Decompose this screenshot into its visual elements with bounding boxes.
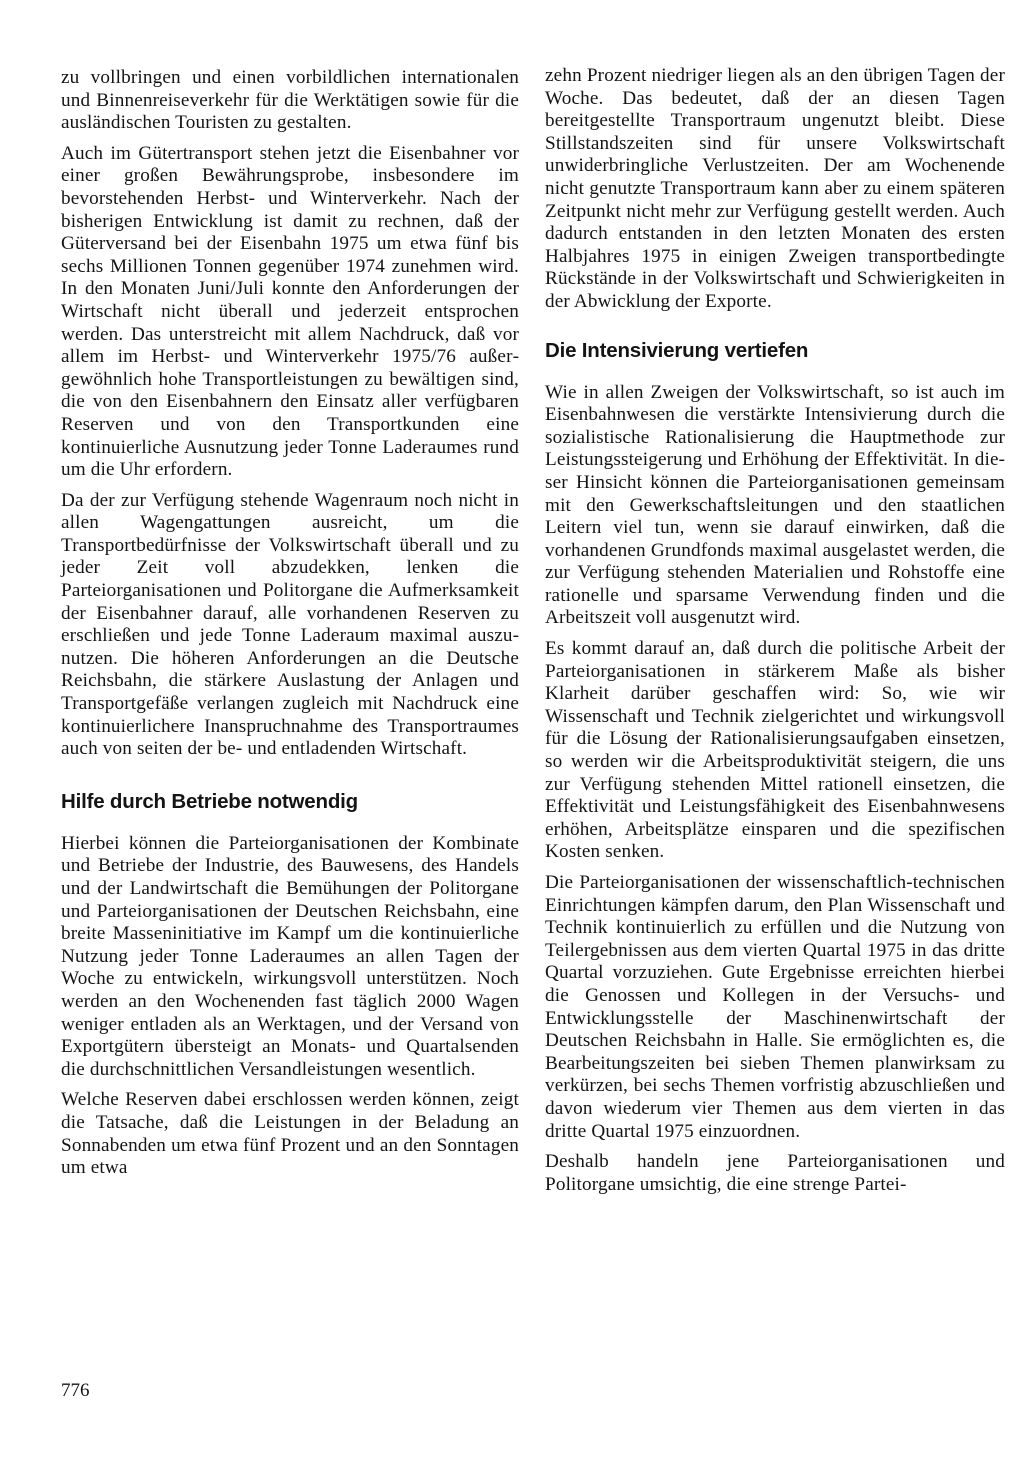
page-number: 776	[61, 1380, 90, 1401]
section-heading: Hilfe durch Betriebe notwendig	[61, 789, 358, 813]
left-column	[61, 67, 519, 1188]
paragraph: Es kommt darauf an, daß durch die politische Arbeit der Parteiorganisationen in stärkerem Maße als bisher Klarheit darüber geschaffen wird: So, wie wir Wissenschaft und Technik zielgerichtet und wirkungsvoll für die Lösung der Rationalisierungsaufgaben einsetzen, so werden wir die Arbeitsproduktivität steigern, die uns zur Verfügung stehenden Mittel rationell einsetzen, die Effektivität und Leistungsfähigkeit des Eisenbahnwesens erhöhen, Arbeitsplätze einsparen und die spezifischen Kosten senken.	[545, 638, 1005, 863]
right-column	[545, 65, 1005, 1204]
paragraph: zu vollbringen und einen vorbildlichen internationalen und Binnenreiseverkehr für die Werktätigen sowie für die ausländischen Touristen zu gestalten.	[61, 67, 519, 134]
section-heading: Die Intensivierung vertiefen	[545, 338, 809, 362]
paragraph: zehn Prozent niedriger liegen als an den übrigen Tagen der Woche. Das bedeutet, daß der an diesen Tagen bereitgestellte Transportraum ungenutzt bleibt. Diese Stillstandszeiten sind für unsere Volkswirtschaft unwiderbringliche Verlustzeiten. Der am Wochenende nicht genutzte Transportraum kann aber zu einem späteren Zeitpunkt nicht mehr zur Verfügung gestellt werden. Auch dadurch entstanden in den letzten Monaten des ersten Halbjahres 1975 in einigen Zweigen transportbedingte Rückstände in der Volkswirtschaft und Schwierigkeiten in der Abwicklung der Exporte.	[545, 65, 1005, 312]
paragraph: Die Parteiorganisationen der wissenschaftlich-technischen Einrichtungen kämpfen darum, den Plan Wissenschaft und Technik kontinuierlich zu erfüllen und die Nutzung von Teilergebnissen aus dem vierten Quartal 1975 in das dritte Quartal vorzuziehen. Gute Ergebnisse erreichten hierbei die Genossen und Kollegen in der Versuchs- und Entwicklungsstelle der Maschinenwirtschaft der Deutschen Reichsbahn in Halle. Sie ermöglichten es, die Bearbeitungszeiten bei sieben Themen planwirksam zu verkürzen, bei sechs Themen vorfristig abzuschließen und davon wiederum vier Themen aus dem vierten in das dritte Quartal 1975 einzuordnen.	[545, 872, 1005, 1142]
paragraph: Auch im Gütertransport stehen jetzt die Eisenbahner vor einer großen Bewährungsprobe, insbesondere im bevorstehenden Herbst- und Winterverkehr. Nach der bisherigen Entwicklung ist damit zu rechnen, daß der Güterversand bei der Eisenbahn 1975 um etwa fünf bis sechs Millionen Tonnen gegenüber 1974 zunehmen wird. In den Monaten Juni/Juli konnte den Anforderungen der Wirtschaft nicht überall und jederzeit entsprochen werden. Das unterstreicht mit allem Nachdruck, daß vor allem im Herbst- und Winterverkehr 1975/76 außergewöhnlich hohe Transportleistungen zu bewältigen sind, die von den Eisenbahnern den Einsatz aller verfügbaren Reserven und von den Transportkunden eine kontinuierliche Ausnutzung jeder Tonne Laderaumes rund um die Uhr erfordern.	[61, 142, 519, 481]
paragraph: Hierbei können die Parteiorganisationen der Kombinate und Betriebe der Industrie, des Bauwesens, des Handels und der Landwirtschaft die Bemühungen der Politorgane und Parteiorganisationen der Deutschen Reichsbahn, eine breite Masseninitiative im Kampf um die kontinuierliche Nutzung jeder Tonne Laderaumes an allen Tagen der Woche zu entwickeln, wirkungsvoll unterstützen. Noch werden an den Wochenenden fast täglich 2000 Wagen weniger entladen als an Werktagen, und der Versand von Exportgütern übersteigt an Monats- und Quartalsenden die durchschnittlichen Versandleistungen wesentlich.	[61, 832, 519, 1080]
paragraph: Da der zur Verfügung stehende Wagenraum noch nicht in allen Wagengattungen ausreicht, um die Transportbedürfnisse der Volkswirtschaft überall und zu jeder Zeit voll abzudekken, lenken die Parteiorganisationen und Politorgane die Aufmerksamkeit der Eisenbahner darauf, alle vorhandenen Reserven zu erschließen und jede Tonne Laderaum maximal auszunutzen. Die höheren Anforderungen an die Deutsche Reichsbahn, die stärkere Auslastung der Anlagen und Transportgefäße verlangen zugleich mit Nachdruck eine kontinuierlichere Inanspruchnahme des Transportraumes auch von seiten der be- und entladenden Wirtschaft.	[61, 489, 519, 760]
paragraph: Welche Reserven dabei erschlossen werden können, zeigt die Tatsache, daß die Leistungen in der Beladung an Sonnabenden um etwa fünf Prozent und an den Sonntagen um etwa	[61, 1089, 519, 1179]
paragraph: Wie in allen Zweigen der Volkswirtschaft, so ist auch im Eisenbahnwesen die verstärkte Intensivierung durch die sozialistische Rationalisierung die Hauptmethode zur Leistungssteigerung und Erhöhung der Effektivität. In dieser Hinsicht können die Parteiorganisationen gemeinsam mit den Gewerkschaftsleitungen und den staatlichen Leitern viel tun, wenn sie darauf einwirken, daß die vorhandenen Grundfonds maximal ausgelastet werden, die zur Verfügung stehenden Materialien und Rohstoffe eine rationelle und sparsame Verwendung finden und die Arbeitszeit voll ausgenutzt wird.	[545, 381, 1005, 629]
paragraph: Deshalb handeln jene Parteiorganisationen und Politorgane umsichtig, die eine strenge Partei-	[545, 1151, 1005, 1195]
